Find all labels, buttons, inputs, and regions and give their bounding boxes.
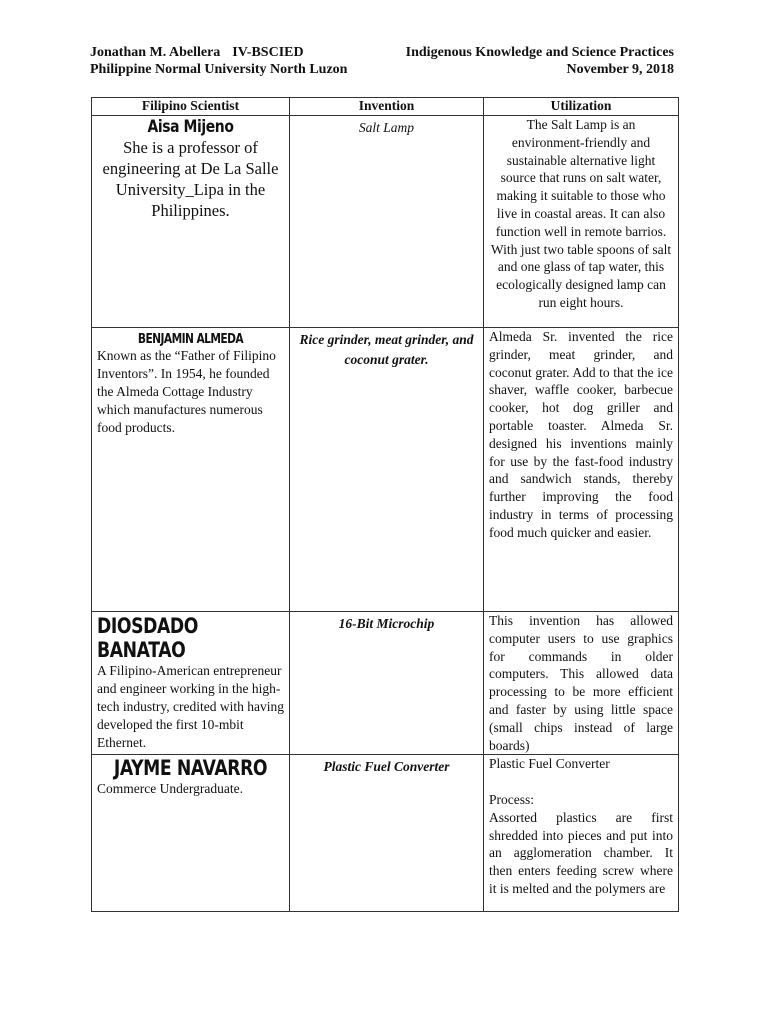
course-title: Indigenous Knowledge and Science Practices [405,45,674,60]
section-label: IV-BSCIED [232,45,304,60]
utilization-cell [484,612,679,755]
utilization-cell [484,116,679,328]
utilization-text: The Salt Lamp is an environment-friendly and sustainable alternative light source that runs on salt water, making it suitable to those who live in coastal areas. It can also function well in remote barrios. With just two table spoons of salt and one glass of tap water, this ecologically designed lamp can run eight hours. [490,117,672,310]
scientist-description: She is a professor of engineering at De La Salle University_Lipa in the Philippines. [102,138,279,220]
document-header [90,44,674,78]
scientist-name: DIOSDADO BANATAO [97,614,199,662]
utilization-text: Almeda Sr. invented the rice grinder, meat grinder, and coconut grater. Add to that the ice shaver, waffle cooker, barbecue cooker, hot dog griller and portable toaster. Almeda Sr. designed his inventions mainly for use by the fast-food industry and sandwich stands, thereby further improving the food industry in terms of processing food much quicker and easier. [489,329,673,540]
column-header-scientist: Filipino Scientist [92,98,290,116]
utilization-process-label: Process: [489,791,534,807]
scientist-description: Known as the “Father of Filipino Inventors”. In 1954, he founded the Almeda Cottage Industry which manufactures numerous food products. [97,348,276,435]
table-row [92,116,679,328]
column-header-invention: Invention [290,98,484,116]
scientist-description: A Filipino-American entrepreneur and engineer working in the high-tech industry, credited with having developed the first 10-mbit Ethernet. [97,663,284,750]
column-header-utilization: Utilization [484,98,679,116]
invention-cell [290,755,484,912]
school-name: Philippine Normal University North Luzon [90,62,348,77]
scientist-name: Aisa Mijeno [147,117,234,137]
utilization-content [489,755,673,897]
utilization-text: Assorted plastics are first shredded into pieces and put into an agglomeration chamber. It then enters feeding screw where it is melted and the polymers are [489,809,673,896]
invention-cell [290,116,484,328]
invention-name: 16-Bit Microchip [338,616,435,631]
table-row [92,328,679,612]
table-header-row [92,98,679,116]
utilization-title: Plastic Fuel Converter [489,756,610,772]
scientist-cell [92,612,290,755]
scientists-table [91,97,679,912]
scientist-name: JAYME NAVARRO [113,756,268,781]
header-row-2 [90,61,674,78]
header-row-1 [90,44,674,61]
scientist-cell [92,116,290,328]
invention-cell [290,612,484,755]
utilization-text: This invention has allowed computer users to use graphics for commands in older computers. This allowed data processing to be more efficient and faster by using little space (small chips instead of large boards) [489,613,673,753]
invention-name: Plastic Fuel Converter [323,759,450,775]
invention-name: Rice grinder, meat grinder, and coconut grater. [299,332,474,367]
utilization-cell [484,755,679,912]
document-date: November 9, 2018 [566,62,674,77]
scientist-description: Commerce Undergraduate. [97,781,243,797]
table-row [92,755,679,912]
table-row [92,612,679,755]
invention-name: Salt Lamp [358,120,415,135]
utilization-cell [484,328,679,612]
invention-cell [290,328,484,612]
scientist-cell [92,328,290,612]
scientist-cell [92,755,290,912]
author-name: Jonathan M. Abellera [90,45,221,60]
scientist-name: BENJAMIN ALMEDA [137,332,244,347]
